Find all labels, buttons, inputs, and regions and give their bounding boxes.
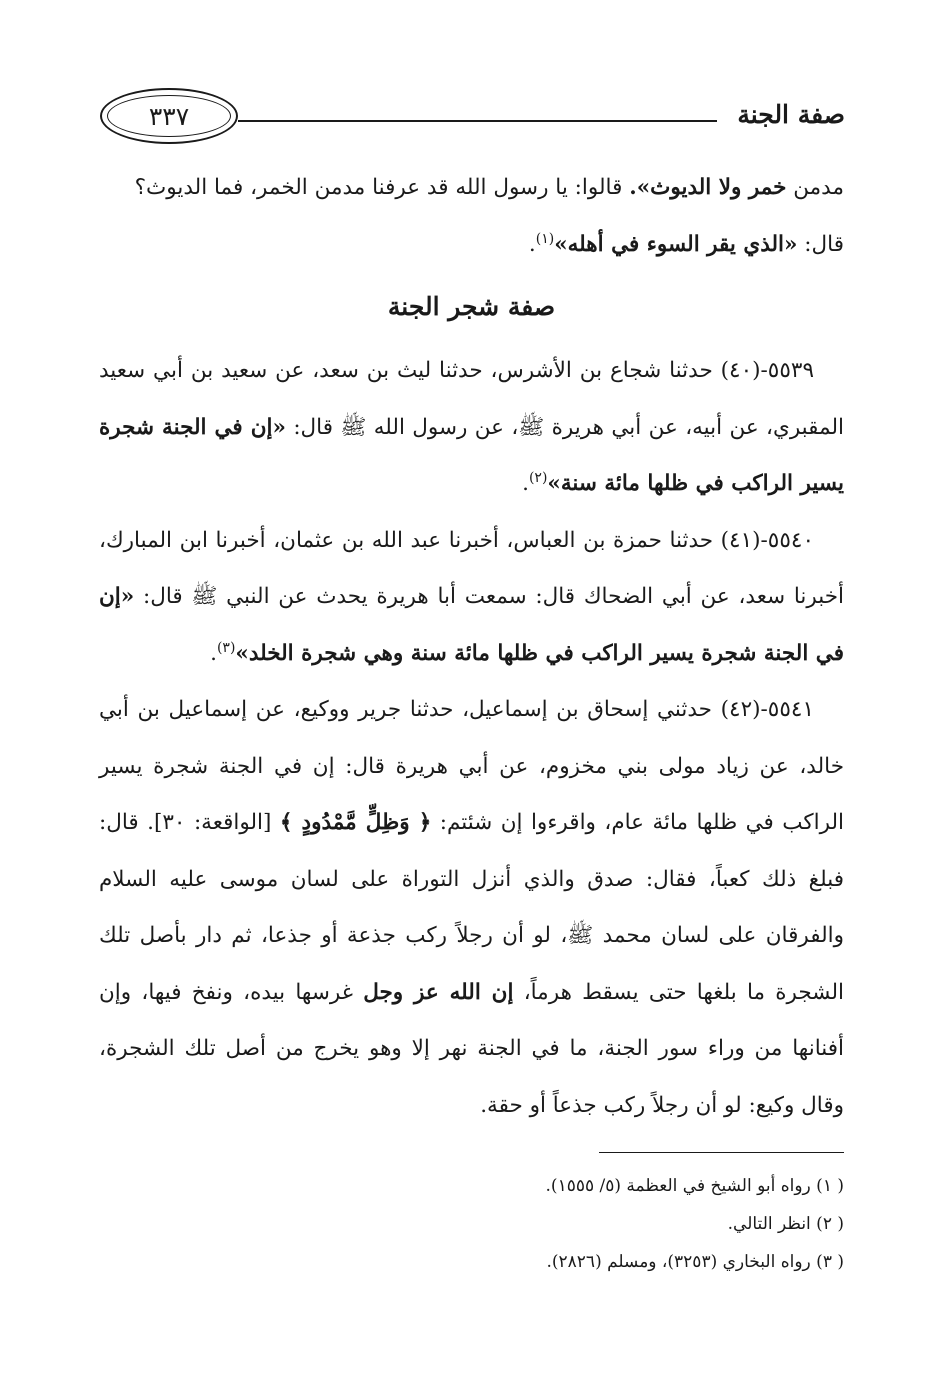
intro-line2-text: قال:: [797, 231, 844, 257]
hadith-5540: [99, 513, 844, 683]
footnote-3: ( ٣) رواه البخاري (٣٢٥٣)، ومسلم (٢٨٢٦).: [546, 1252, 844, 1272]
footnote-ref-3: (٣): [216, 639, 236, 656]
footnote-rule: [599, 1152, 844, 1153]
hadith-5539: [99, 343, 844, 513]
footnote-ref-2: (٢): [528, 469, 548, 486]
quran-verse: ﴿ وَظِلٍّ مَّمْدُودٍ ﴾: [279, 810, 432, 835]
footnote-2: ( ٢) انظر التالي.: [727, 1214, 844, 1234]
hadith-5539-matn: «إن في الجنة شجرة يسير الراكب في ظلها مائة سنة»: [99, 414, 844, 496]
hadith-5541-text-b: [الواقعة: ٣٠]. قال: فبلغ ذلك كعباً، فقال: صدق والذي أنزل التوراة على لسان موسى عليه السلام والفرقان على لسان محمد ﷺ، لو أن رجلاً ركب جذعة أو جذعا، ثم دار بأصل تلك الشجرة ما بلغها حتى يسقط هرماً،: [99, 810, 844, 1005]
footnotes: [99, 1167, 844, 1281]
hadith-5540-end: .: [210, 640, 217, 666]
intro-line2-bold: «الذي يقر السوء في أهله»: [554, 231, 798, 257]
footnote-1: ( ١) رواه أبو الشيخ في العظمة (٥/ ١٥٥٥).: [545, 1176, 844, 1196]
page-header: [100, 88, 845, 146]
hadith-5541: [99, 682, 844, 1134]
hadith-5540-matn: «إن في الجنة شجرة يسير الراكب في ظلها مائة سنة وهي شجرة الخلد»: [99, 584, 844, 666]
page-number-frame: [100, 88, 238, 144]
intro-bold-text: خمر ولا الديوث».: [629, 175, 787, 200]
intro-paragraph: [99, 160, 844, 273]
section-heading: صفة شجر الجنة: [387, 292, 556, 321]
intro-line2-end: .: [528, 231, 536, 257]
intro-text-b: قالوا: يا رسول الله قد عرفنا مدمن الخمر، فما الديوث؟: [134, 175, 630, 200]
hadith-5539-end: .: [522, 471, 529, 496]
running-title: صفة الجنة: [737, 100, 845, 129]
header-rule: [238, 120, 717, 122]
hadith-5541-text-c: غرسها بيده، ونفخ فيها، وإن أفنانها من وراء سور الجنة، ما في الجنة نهر إلا وهو يخرج من أصل تلك الشجرة، وقال وكيع: لو أن رجلاً ركب جذعاً أو حقة.: [99, 979, 844, 1118]
hadith-5539-text: ٥٥٣٩-(٤٠) حدثنا شجاع بن الأشرس، حدثنا ليث بن سعد، عن سعيد بن أبي سعيد المقبري، عن أبيه، عن أبي هريرة ﷺ، عن رسول الله ﷺ قال:: [99, 358, 845, 440]
intro-text-a: مدمن: [786, 175, 844, 200]
hadith-5541-bold: إن الله عز وجل: [363, 979, 514, 1005]
hadith-5540-text: ٥٥٤٠-(٤١) حدثنا حمزة بن العباس، أخبرنا عبد الله بن عثمان، أخبرنا ابن المبارك، أخبرنا سعد، عن أبي الضحاك قال: سمعت أبا هريرة يحدث عن النبي ﷺ قال:: [99, 527, 844, 609]
page-number: ٣٣٧: [148, 101, 190, 131]
hadith-5541-text-a: ٥٥٤١-(٤٢) حدثني إسحاق بن إسماعيل، حدثنا جرير ووكيع، عن إسماعيل بن أبي خالد، عن زياد مولى بني مخزوم، عن أبي هريرة قال: إن في الجنة شجرة يسير الراكب في ظلها مائة عام، واقرءوا إن شئتم:: [99, 697, 844, 835]
footnote-ref-1: (١): [535, 230, 555, 247]
main-text: [99, 160, 844, 1134]
